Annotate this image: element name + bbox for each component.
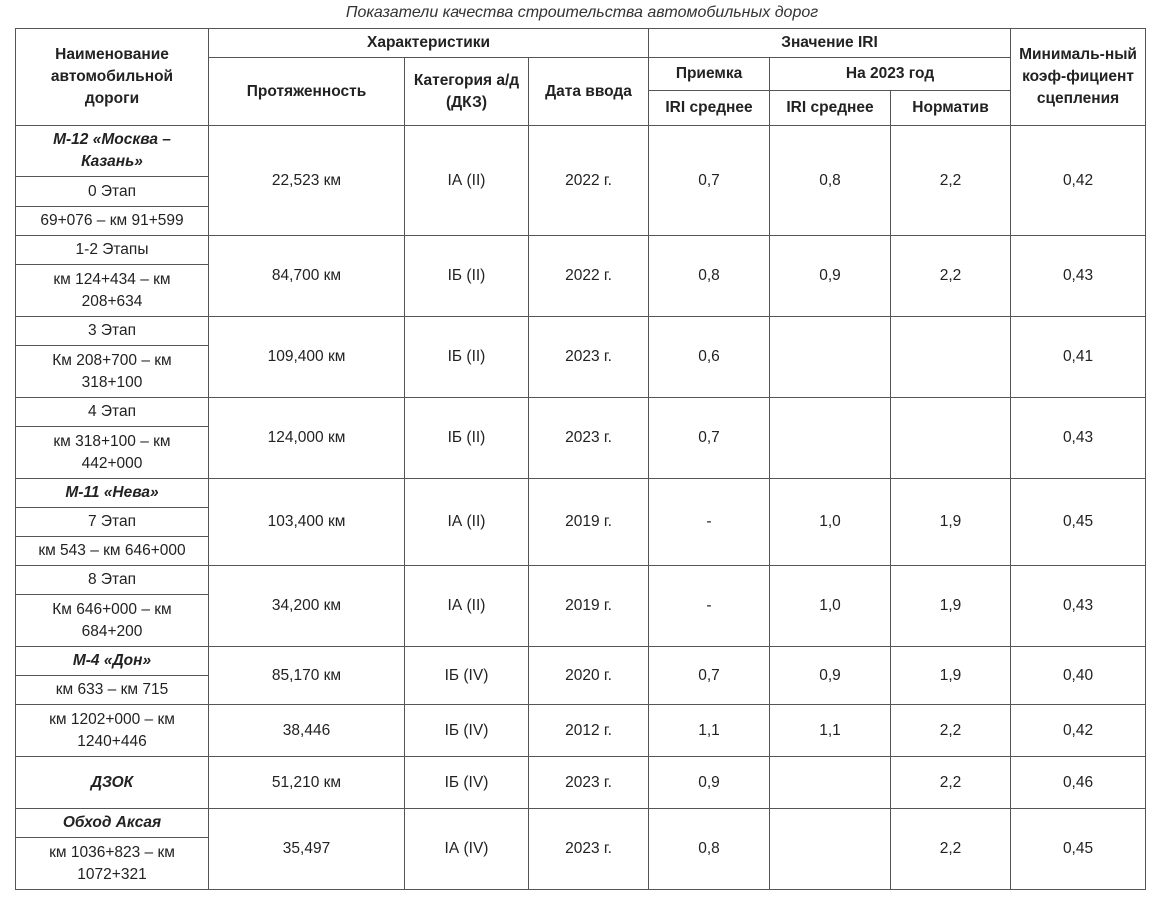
road-section-cell: Км 646+000 – км 684+200 — [16, 595, 209, 647]
length-cell: 85,170 км — [209, 647, 405, 705]
header-iri: Значение IRI — [649, 29, 1011, 58]
acceptance-iri-cell: - — [649, 566, 770, 647]
length-cell: 22,523 км — [209, 126, 405, 236]
header-iri-average-2023: IRI среднее — [770, 91, 891, 126]
road-quality-table — [15, 28, 1146, 890]
date-cell: 2022 г. — [529, 236, 649, 317]
acceptance-iri-cell: 0,9 — [649, 757, 770, 809]
acceptance-iri-cell: 0,8 — [649, 809, 770, 890]
header-date: Дата ввода — [529, 58, 649, 126]
norm-cell — [891, 317, 1011, 398]
date-cell: 2023 г. — [529, 757, 649, 809]
road-section-cell: 4 Этап — [16, 398, 209, 427]
header-year-2023: На 2023 год — [770, 58, 1011, 91]
iri-2023-cell — [770, 398, 891, 479]
road-name-cell: М-4 «Дон» — [16, 647, 209, 676]
friction-cell: 0,45 — [1011, 809, 1146, 890]
friction-cell: 0,46 — [1011, 757, 1146, 809]
iri-2023-cell: 0,8 — [770, 126, 891, 236]
date-cell: 2023 г. — [529, 809, 649, 890]
norm-cell: 2,2 — [891, 809, 1011, 890]
length-cell: 109,400 км — [209, 317, 405, 398]
norm-cell: 2,2 — [891, 126, 1011, 236]
category-cell: IБ (IV) — [405, 757, 529, 809]
road-section-cell: 3 Этап — [16, 317, 209, 346]
category-cell: IА (II) — [405, 566, 529, 647]
friction-cell: 0,40 — [1011, 647, 1146, 705]
iri-2023-cell: 0,9 — [770, 647, 891, 705]
norm-cell: 1,9 — [891, 566, 1011, 647]
norm-cell — [891, 398, 1011, 479]
iri-2023-cell: 1,1 — [770, 705, 891, 757]
date-cell: 2019 г. — [529, 566, 649, 647]
date-cell: 2023 г. — [529, 317, 649, 398]
road-section-cell: 0 Этап — [16, 177, 209, 207]
road-section-cell: км 1036+823 – км 1072+321 — [16, 838, 209, 890]
length-cell: 35,497 — [209, 809, 405, 890]
length-cell: 34,200 км — [209, 566, 405, 647]
length-cell: 103,400 км — [209, 479, 405, 566]
norm-cell: 2,2 — [891, 757, 1011, 809]
road-section-cell: Км 208+700 – км 318+100 — [16, 346, 209, 398]
road-name-cell: Обход Аксая — [16, 809, 209, 838]
category-cell: IА (II) — [405, 126, 529, 236]
friction-cell: 0,43 — [1011, 398, 1146, 479]
header-friction: Минималь-ный коэф-фициент сцепления — [1011, 29, 1146, 126]
road-section-cell: км 1202+000 – км 1240+446 — [16, 705, 209, 757]
header-acceptance: Приемка — [649, 58, 770, 91]
category-cell: IБ (IV) — [405, 705, 529, 757]
date-cell: 2023 г. — [529, 398, 649, 479]
length-cell: 84,700 км — [209, 236, 405, 317]
length-cell: 38,446 — [209, 705, 405, 757]
norm-cell: 1,9 — [891, 479, 1011, 566]
acceptance-iri-cell: 0,7 — [649, 126, 770, 236]
road-section-cell: 1-2 Этапы — [16, 236, 209, 265]
friction-cell: 0,41 — [1011, 317, 1146, 398]
header-name: Наименование автомобильной дороги — [16, 29, 209, 126]
road-name-cell: М-11 «Нева» — [16, 479, 209, 508]
header-iri-average-acceptance: IRI среднее — [649, 91, 770, 126]
header-characteristics: Характеристики — [209, 29, 649, 58]
category-cell: IБ (II) — [405, 317, 529, 398]
friction-cell: 0,43 — [1011, 566, 1146, 647]
category-cell: IА (II) — [405, 479, 529, 566]
category-cell: IБ (IV) — [405, 647, 529, 705]
acceptance-iri-cell: 0,8 — [649, 236, 770, 317]
category-cell: IБ (II) — [405, 236, 529, 317]
road-section-cell: 69+076 – км 91+599 — [16, 207, 209, 236]
friction-cell: 0,42 — [1011, 126, 1146, 236]
friction-cell: 0,45 — [1011, 479, 1146, 566]
iri-2023-cell: 0,9 — [770, 236, 891, 317]
length-cell: 124,000 км — [209, 398, 405, 479]
header-norm: Норматив — [891, 91, 1011, 126]
date-cell: 2020 г. — [529, 647, 649, 705]
road-name-cell: М-12 «Москва – Казань» — [16, 126, 209, 177]
iri-2023-cell — [770, 757, 891, 809]
iri-2023-cell: 1,0 — [770, 566, 891, 647]
road-section-cell: км 543 – км 646+000 — [16, 537, 209, 566]
date-cell: 2022 г. — [529, 126, 649, 236]
length-cell: 51,210 км — [209, 757, 405, 809]
road-section-cell: 7 Этап — [16, 508, 209, 537]
iri-2023-cell — [770, 317, 891, 398]
acceptance-iri-cell: 1,1 — [649, 705, 770, 757]
road-name-cell: ДЗОК — [16, 757, 209, 809]
norm-cell: 1,9 — [891, 647, 1011, 705]
acceptance-iri-cell: 0,7 — [649, 398, 770, 479]
date-cell: 2019 г. — [529, 479, 649, 566]
header-category: Категория а/д (ДКЗ) — [405, 58, 529, 126]
road-section-cell: км 318+100 – км 442+000 — [16, 427, 209, 479]
header-length: Протяженность — [209, 58, 405, 126]
category-cell: IА (IV) — [405, 809, 529, 890]
category-cell: IБ (II) — [405, 398, 529, 479]
norm-cell: 2,2 — [891, 236, 1011, 317]
road-section-cell: 8 Этап — [16, 566, 209, 595]
date-cell: 2012 г. — [529, 705, 649, 757]
road-section-cell: км 124+434 – км 208+634 — [16, 265, 209, 317]
table-caption: Показатели качества строительства автомобильных дорог — [345, 4, 819, 21]
norm-cell: 2,2 — [891, 705, 1011, 757]
acceptance-iri-cell: - — [649, 479, 770, 566]
acceptance-iri-cell: 0,6 — [649, 317, 770, 398]
road-section-cell: км 633 – км 715 — [16, 676, 209, 705]
acceptance-iri-cell: 0,7 — [649, 647, 770, 705]
iri-2023-cell — [770, 809, 891, 890]
iri-2023-cell: 1,0 — [770, 479, 891, 566]
friction-cell: 0,42 — [1011, 705, 1146, 757]
friction-cell: 0,43 — [1011, 236, 1146, 317]
